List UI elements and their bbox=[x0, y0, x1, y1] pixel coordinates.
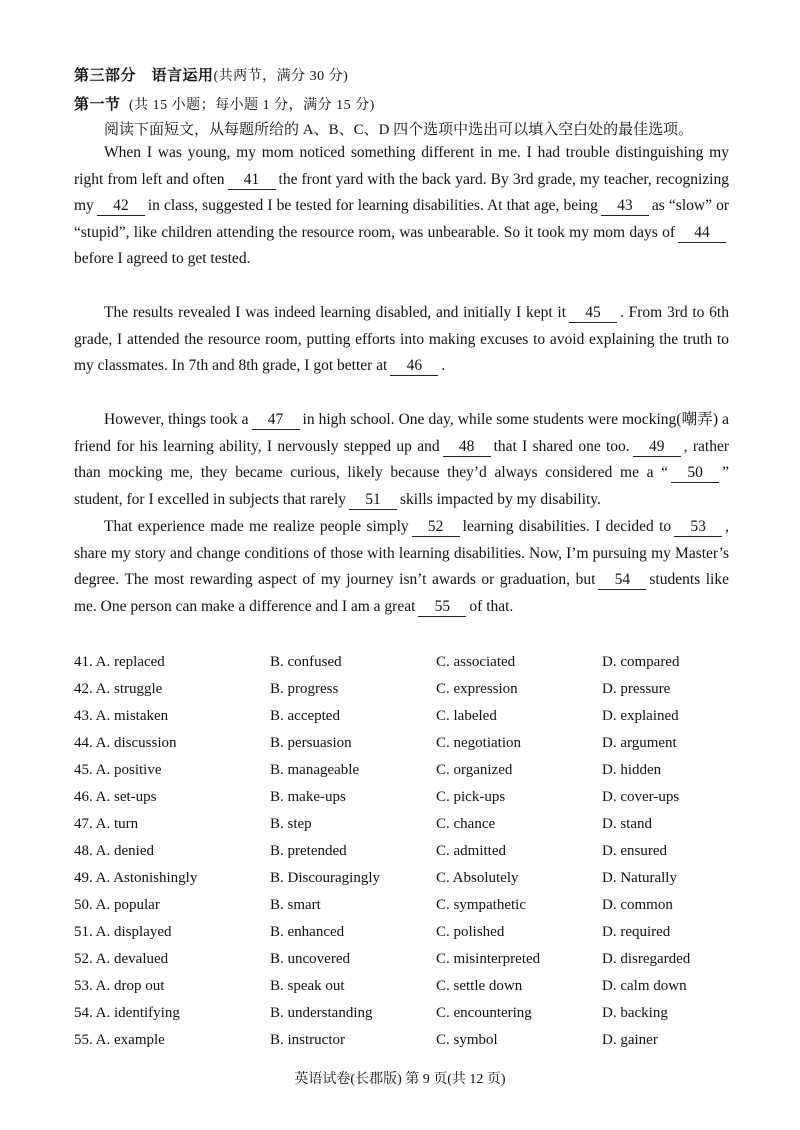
option-b: B. manageable bbox=[270, 762, 360, 778]
option-b: B. Discouragingly bbox=[270, 870, 380, 886]
text: ” student, for I excelled in subjects that rarely bbox=[74, 464, 729, 508]
option-b: B. uncovered bbox=[270, 951, 350, 967]
option-d: D. ensured bbox=[602, 843, 667, 859]
option-a: 49. A. Astonishingly bbox=[74, 870, 198, 886]
option-row bbox=[74, 897, 754, 924]
passage-paragraph-3 bbox=[74, 407, 729, 513]
option-a: 43. A. mistaken bbox=[74, 708, 169, 724]
text: . bbox=[441, 357, 446, 375]
option-d: D. calm down bbox=[602, 978, 687, 994]
option-row bbox=[74, 978, 754, 1005]
blank-50: 50 bbox=[671, 464, 719, 483]
option-a: 46. A. set-ups bbox=[74, 789, 157, 805]
option-d: D. explained bbox=[602, 708, 679, 724]
option-c: C. chance bbox=[436, 816, 496, 832]
text: of that. bbox=[469, 597, 514, 615]
text: that I shared one too. bbox=[493, 437, 630, 455]
text: When I was young, my mom noticed something different in me. I had trouble distinguishing my right from left and often bbox=[74, 144, 729, 188]
option-c: C. misinterpreted bbox=[436, 951, 541, 967]
option-b: B. step bbox=[270, 816, 312, 832]
option-b: B. understanding bbox=[270, 1005, 373, 1021]
option-a: 51. A. displayed bbox=[74, 924, 172, 940]
part-heading bbox=[74, 64, 348, 85]
blank-52: 52 bbox=[412, 518, 460, 537]
text: as “slow” or “stupid”, like children attending the resource room, was unbearable. So it took my mom days of bbox=[74, 197, 729, 241]
option-b: B. confused bbox=[270, 654, 342, 670]
option-a: 41. A. replaced bbox=[74, 654, 165, 670]
blank-55: 55 bbox=[418, 598, 466, 617]
blank-42: 42 bbox=[97, 197, 145, 216]
option-c: C. Absolutely bbox=[436, 870, 519, 886]
option-row bbox=[74, 789, 754, 816]
option-b: B. make-ups bbox=[270, 789, 346, 805]
option-c: C. encountering bbox=[436, 1005, 532, 1021]
option-c: C. organized bbox=[436, 762, 513, 778]
section-title: 第一节 bbox=[74, 97, 121, 113]
option-b: B. instructor bbox=[270, 1032, 345, 1048]
option-row bbox=[74, 870, 754, 897]
option-row bbox=[74, 951, 754, 978]
option-b: B. enhanced bbox=[270, 924, 345, 940]
option-d: D. required bbox=[602, 924, 671, 940]
option-c: C. symbol bbox=[436, 1032, 498, 1048]
blank-48: 48 bbox=[443, 438, 491, 457]
option-d: D. cover-ups bbox=[602, 789, 680, 805]
option-row bbox=[74, 1005, 754, 1032]
option-row bbox=[74, 843, 754, 870]
blank-49: 49 bbox=[633, 438, 681, 457]
text: in high school. One day, while some students were mocking(嘲弄) a friend for his learning ability, I nervously stepped up and bbox=[74, 411, 729, 455]
option-d: D. hidden bbox=[602, 762, 662, 778]
option-c: C. sympathetic bbox=[436, 897, 526, 913]
blank-44: 44 bbox=[678, 224, 726, 243]
blank-43: 43 bbox=[601, 197, 649, 216]
option-a: 54. A. identifying bbox=[74, 1005, 180, 1021]
text: the front yard with the back yard. By 3rd grade, my teacher, recognizing my bbox=[74, 170, 729, 215]
option-a: 48. A. denied bbox=[74, 843, 154, 859]
option-a: 44. A. discussion bbox=[74, 735, 177, 751]
option-b: B. persuasion bbox=[270, 735, 352, 751]
blank-47: 47 bbox=[252, 411, 300, 430]
option-a: 53. A. drop out bbox=[74, 978, 165, 994]
blank-41: 41 bbox=[228, 171, 276, 190]
option-d: D. backing bbox=[602, 1005, 668, 1021]
option-d: D. compared bbox=[602, 654, 680, 670]
option-b: B. pretended bbox=[270, 843, 347, 859]
text: in class, suggested I be tested for learning disabilities. At that age, being bbox=[147, 197, 598, 215]
option-row bbox=[74, 735, 754, 762]
option-a: 47. A. turn bbox=[74, 816, 139, 832]
text: skills impacted by my disability. bbox=[400, 490, 601, 508]
passage-paragraph-2 bbox=[74, 300, 729, 380]
option-d: D. common bbox=[602, 897, 673, 913]
option-d: D. pressure bbox=[602, 681, 671, 697]
option-c: C. pick-ups bbox=[436, 789, 506, 805]
text: before I agreed to get tested. bbox=[74, 250, 251, 268]
part-note: (共两节，满分 30 分) bbox=[213, 69, 349, 84]
blank-51: 51 bbox=[349, 491, 397, 510]
option-row bbox=[74, 762, 754, 789]
instruction: 阅读下面短文，从每题所给的 A、B、C、D 四个选项中选出可以填入空白处的最佳选项。 bbox=[104, 122, 694, 138]
text: The results revealed I was indeed learning disabled, and initially I kept it bbox=[104, 304, 566, 321]
option-a: 42. A. struggle bbox=[74, 681, 163, 697]
option-d: D. Naturally bbox=[602, 870, 677, 886]
answer-options bbox=[74, 654, 754, 1059]
option-c: C. settle down bbox=[436, 978, 523, 994]
text: . From 3rd to 6th grade, I attended the resource room, putting efforts into making excuses to avoid explaining the truth to my classmates. In 7th and 8th grade, I got better at bbox=[74, 304, 729, 375]
text: , rather than mocking me, they became curious, likely because they’d always considered me a “ bbox=[74, 437, 729, 482]
option-b: B. speak out bbox=[270, 978, 345, 994]
text: , share my story and change conditions of those with learning disabilities. Now, I’m pursuing my Master’s degree. The most rewarding aspect of my journey isn’t awards or graduation, but bbox=[74, 518, 729, 589]
option-c: C. labeled bbox=[436, 708, 497, 724]
option-row bbox=[74, 681, 754, 708]
blank-54: 54 bbox=[598, 571, 646, 590]
option-a: 50. A. popular bbox=[74, 897, 160, 913]
option-row bbox=[74, 1032, 754, 1059]
passage-paragraph-4 bbox=[74, 514, 729, 620]
blank-45: 45 bbox=[569, 304, 617, 323]
option-c: C. associated bbox=[436, 654, 516, 670]
option-d: D. gainer bbox=[602, 1032, 658, 1048]
option-row bbox=[74, 708, 754, 735]
option-c: C. negotiation bbox=[436, 735, 521, 751]
text: That experience made me realize people simply bbox=[104, 518, 409, 535]
passage-paragraph-1 bbox=[74, 140, 729, 273]
option-c: C. expression bbox=[436, 681, 518, 697]
option-b: B. accepted bbox=[270, 708, 340, 724]
option-c: C. admitted bbox=[436, 843, 506, 859]
option-a: 45. A. positive bbox=[74, 762, 162, 778]
option-a: 55. A. example bbox=[74, 1032, 165, 1048]
option-row bbox=[74, 654, 754, 681]
option-d: D. argument bbox=[602, 735, 677, 751]
section-heading bbox=[74, 93, 375, 114]
blank-46: 46 bbox=[390, 357, 438, 376]
blank-53: 53 bbox=[674, 518, 722, 537]
option-b: B. progress bbox=[270, 681, 339, 697]
text: students like me. One person can make a difference and I am a great bbox=[74, 571, 729, 615]
option-row bbox=[74, 816, 754, 843]
option-c: C. polished bbox=[436, 924, 505, 940]
text: learning disabilities. I decided to bbox=[462, 518, 672, 535]
text: However, things took a bbox=[104, 411, 249, 428]
option-d: D. stand bbox=[602, 816, 652, 832]
option-row bbox=[74, 924, 754, 951]
option-a: 52. A. devalued bbox=[74, 951, 169, 967]
section-note: (共 15 小题；每小题 1 分，满分 15 分) bbox=[129, 98, 375, 113]
page-footer: 英语试卷(长郡版) 第 9 页(共 12 页) bbox=[294, 1072, 506, 1087]
option-b: B. smart bbox=[270, 897, 321, 913]
option-d: D. disregarded bbox=[602, 951, 691, 967]
part-title: 第三部分 语言运用 bbox=[74, 68, 214, 84]
